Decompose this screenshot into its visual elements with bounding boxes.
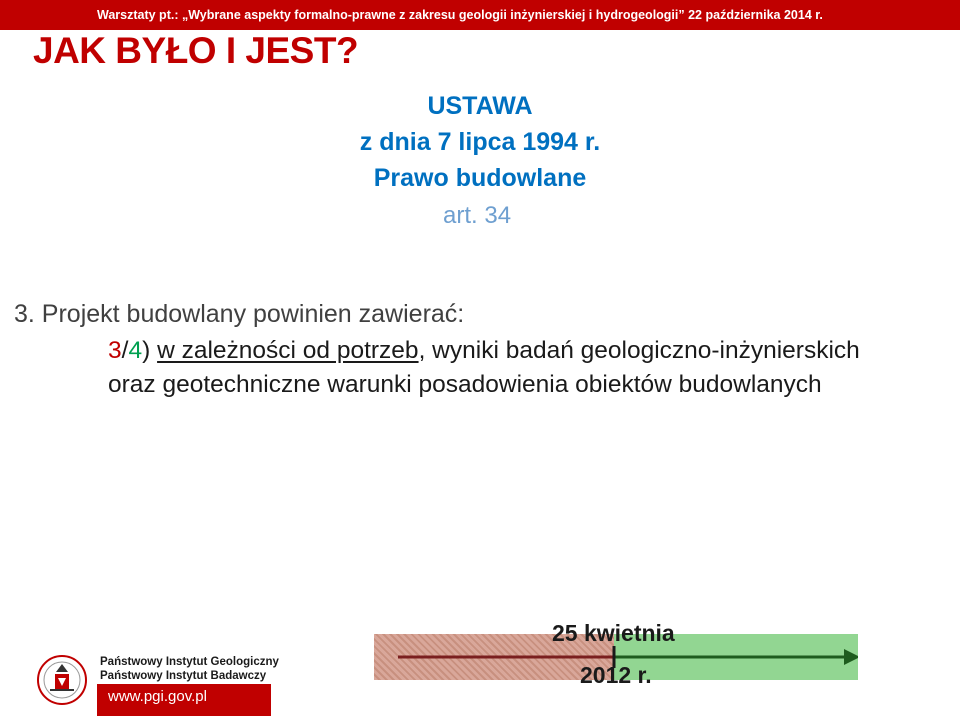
- old-number: 3: [108, 337, 122, 364]
- close-paren: ): [142, 337, 151, 364]
- act-title: USTAWA: [427, 92, 533, 120]
- number-separator: /: [121, 337, 129, 364]
- underlined-phrase: w zależności od potrzeb: [157, 337, 419, 364]
- provision-line: [108, 337, 860, 365]
- website-link[interactable]: www.pgi.gov.pl: [97, 684, 271, 716]
- point-heading: 3. Projekt budowlany powinien zawierać:: [14, 300, 465, 328]
- provision-line-3: oraz geotechniczne warunki posadowienia obiektów budowlanych: [108, 371, 822, 398]
- act-date: z dnia 7 lipca 1994 r.: [359, 128, 601, 156]
- provision-rest: , wyniki badań geologiczno-inżynierskich: [418, 337, 860, 364]
- institute-subtitle: Państwowy Instytut Badawczy: [100, 670, 267, 682]
- article-ref: art. 34: [443, 202, 512, 229]
- header-banner: Warsztaty pt.: „Wybrane aspekty formalno-prawne z zakresu geologii inżynierskiej i hydrogeologii” 22 października 2014 r.: [0, 0, 960, 30]
- act-name: Prawo budowlane: [373, 164, 587, 192]
- timeline-date-line1: 25 kwietnia: [552, 620, 675, 646]
- new-number: 4: [128, 337, 143, 364]
- institute-name: Państwowy Instytut Geologiczny: [100, 656, 279, 668]
- slide-title: JAK BYŁO I JEST?: [33, 30, 359, 71]
- pgi-logo-icon: [36, 654, 88, 706]
- timeline-date-line2: 2012 r.: [580, 662, 652, 688]
